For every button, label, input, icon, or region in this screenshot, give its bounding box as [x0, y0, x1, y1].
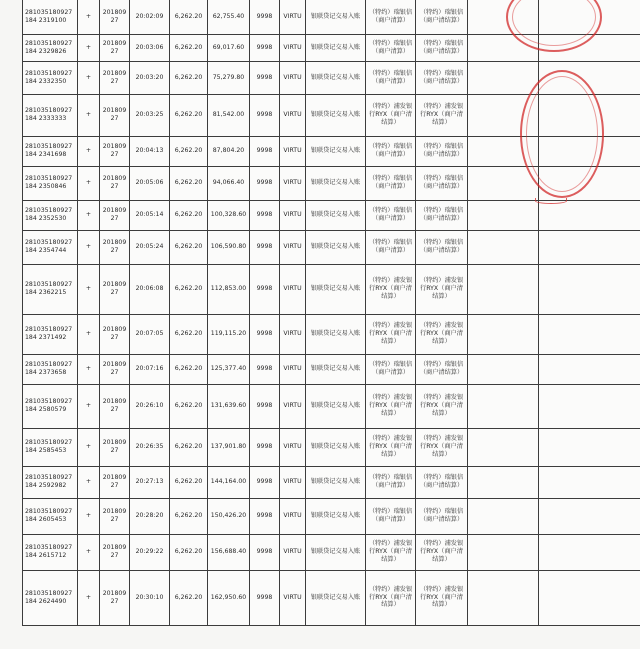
channel-cell: VIRTU: [280, 61, 306, 94]
order-number-cell: 281035180927184 2371492: [23, 314, 78, 354]
order-number-cell: 281035180927184 2352530: [23, 200, 78, 230]
balance-cell: 75,279.80: [208, 61, 250, 94]
postscript-cell: [539, 466, 640, 498]
note-cell: [468, 166, 539, 200]
table-row: [23, 570, 640, 625]
amount-cell: 6,262.20: [170, 0, 208, 34]
date-cell: 20180927: [100, 466, 130, 498]
time-cell: 20:04:13: [130, 136, 170, 166]
sign-cell: +: [78, 230, 100, 264]
transaction-rows: [23, 0, 640, 625]
transaction-table: [22, 0, 640, 626]
counterparty-cell: （特约）瑞银信（商户清结算）: [416, 498, 468, 534]
counterparty-name-cell: （特约）瑞银信（商户清算）: [366, 200, 416, 230]
balance-cell: 112,853.00: [208, 264, 250, 314]
counterparty-cell: （特约）浦发银行RYX（商户清结算）: [416, 94, 468, 136]
date-cell: 20180927: [100, 534, 130, 570]
code-cell: 9998: [250, 230, 280, 264]
sign-cell: +: [78, 534, 100, 570]
counterparty-name-cell: （特约）浦发银行RYX（商户清结算）: [366, 314, 416, 354]
summary-cell: 银联贷记交易入账: [306, 384, 366, 428]
date-cell: 20180927: [100, 264, 130, 314]
channel-cell: VIRTU: [280, 136, 306, 166]
balance-cell: 106,590.80: [208, 230, 250, 264]
code-cell: 9998: [250, 466, 280, 498]
table-row: [23, 264, 640, 314]
table-row: [23, 230, 640, 264]
balance-cell: 137,901.80: [208, 428, 250, 466]
counterparty-name-cell: （特约）瑞银信（商户清算）: [366, 61, 416, 94]
order-number-cell: 281035180927184 2373658: [23, 354, 78, 384]
time-cell: 20:06:08: [130, 264, 170, 314]
time-cell: 20:28:20: [130, 498, 170, 534]
counterparty-cell: （特约）瑞银信（商户清结算）: [416, 354, 468, 384]
counterparty-cell: （特约）瑞银信（商户清结算）: [416, 136, 468, 166]
table-row: [23, 384, 640, 428]
sign-cell: +: [78, 34, 100, 61]
postscript-cell: [539, 570, 640, 625]
postscript-cell: [539, 384, 640, 428]
order-number-cell: 281035180927184 2624490: [23, 570, 78, 625]
code-cell: 9998: [250, 200, 280, 230]
summary-cell: 银联贷记交易入账: [306, 354, 366, 384]
balance-cell: 131,639.60: [208, 384, 250, 428]
note-cell: [468, 428, 539, 466]
sign-cell: +: [78, 264, 100, 314]
summary-cell: 银联贷记交易入账: [306, 264, 366, 314]
amount-cell: 6,262.20: [170, 570, 208, 625]
counterparty-name-cell: （特约）瑞银信（商户清算）: [366, 498, 416, 534]
summary-cell: 银联贷记交易入账: [306, 94, 366, 136]
date-cell: 20180927: [100, 166, 130, 200]
note-cell: [468, 314, 539, 354]
postscript-cell: [539, 61, 640, 94]
balance-cell: 100,328.60: [208, 200, 250, 230]
code-cell: 9998: [250, 136, 280, 166]
date-cell: 20180927: [100, 61, 130, 94]
postscript-cell: [539, 94, 640, 136]
time-cell: 20:03:25: [130, 94, 170, 136]
channel-cell: VIRTU: [280, 498, 306, 534]
order-number-cell: 281035180927184 2605453: [23, 498, 78, 534]
time-cell: 20:05:24: [130, 230, 170, 264]
counterparty-name-cell: （特约）浦发银行RYX（商户清结算）: [366, 264, 416, 314]
note-cell: [468, 354, 539, 384]
order-number-cell: 281035180927184 2329826: [23, 34, 78, 61]
postscript-cell: [539, 136, 640, 166]
table-row: [23, 534, 640, 570]
channel-cell: VIRTU: [280, 34, 306, 61]
time-cell: 20:03:20: [130, 61, 170, 94]
sign-cell: +: [78, 428, 100, 466]
table-row: [23, 466, 640, 498]
table-row: [23, 354, 640, 384]
counterparty-cell: （特约）浦发银行RYX（商户清结算）: [416, 534, 468, 570]
balance-cell: 156,688.40: [208, 534, 250, 570]
summary-cell: 银联贷记交易入账: [306, 200, 366, 230]
amount-cell: 6,262.20: [170, 230, 208, 264]
counterparty-name-cell: （特约）瑞银信（商户清算）: [366, 0, 416, 34]
table-row: [23, 200, 640, 230]
postscript-cell: [539, 428, 640, 466]
code-cell: 9998: [250, 94, 280, 136]
sign-cell: +: [78, 0, 100, 34]
postscript-cell: [539, 230, 640, 264]
order-number-cell: 281035180927184 2585453: [23, 428, 78, 466]
order-number-cell: 281035180927184 2341698: [23, 136, 78, 166]
counterparty-cell: （特约）瑞银信（商户清结算）: [416, 230, 468, 264]
counterparty-cell: （特约）浦发银行RYX（商户清结算）: [416, 428, 468, 466]
channel-cell: VIRTU: [280, 264, 306, 314]
postscript-cell: [539, 200, 640, 230]
channel-cell: VIRTU: [280, 0, 306, 34]
sign-cell: +: [78, 94, 100, 136]
postscript-cell: [539, 498, 640, 534]
counterparty-name-cell: （特约）瑞银信（商户清算）: [366, 166, 416, 200]
sign-cell: +: [78, 61, 100, 94]
code-cell: 9998: [250, 354, 280, 384]
sign-cell: +: [78, 570, 100, 625]
order-number-cell: 281035180927184 2350846: [23, 166, 78, 200]
time-cell: 20:30:10: [130, 570, 170, 625]
table-row: [23, 166, 640, 200]
sign-cell: +: [78, 136, 100, 166]
date-cell: 20180927: [100, 384, 130, 428]
sign-cell: +: [78, 314, 100, 354]
counterparty-name-cell: （特约）浦发银行RYX（商户清结算）: [366, 94, 416, 136]
note-cell: [468, 264, 539, 314]
date-cell: 20180927: [100, 94, 130, 136]
postscript-cell: [539, 34, 640, 61]
counterparty-name-cell: （特约）瑞银信（商户清算）: [366, 230, 416, 264]
amount-cell: 6,262.20: [170, 466, 208, 498]
order-number-cell: 281035180927184 2333333: [23, 94, 78, 136]
summary-cell: 银联贷记交易入账: [306, 136, 366, 166]
summary-cell: 银联贷记交易入账: [306, 61, 366, 94]
table-row: [23, 314, 640, 354]
channel-cell: VIRTU: [280, 534, 306, 570]
amount-cell: 6,262.20: [170, 498, 208, 534]
counterparty-cell: （特约）瑞银信（商户清结算）: [416, 34, 468, 61]
date-cell: 20180927: [100, 570, 130, 625]
balance-cell: 144,164.00: [208, 466, 250, 498]
sign-cell: +: [78, 354, 100, 384]
order-number-cell: 281035180927184 2354744: [23, 230, 78, 264]
code-cell: 9998: [250, 428, 280, 466]
order-number-cell: 281035180927184 2362215: [23, 264, 78, 314]
amount-cell: 6,262.20: [170, 166, 208, 200]
summary-cell: 银联贷记交易入账: [306, 428, 366, 466]
channel-cell: VIRTU: [280, 166, 306, 200]
balance-cell: 125,377.40: [208, 354, 250, 384]
summary-cell: 银联贷记交易入账: [306, 230, 366, 264]
counterparty-name-cell: （特约）浦发银行RYX（商户清结算）: [366, 384, 416, 428]
postscript-cell: [539, 354, 640, 384]
amount-cell: 6,262.20: [170, 136, 208, 166]
time-cell: 20:26:10: [130, 384, 170, 428]
time-cell: 20:26:35: [130, 428, 170, 466]
counterparty-cell: （特约）瑞银信（商户清结算）: [416, 61, 468, 94]
counterparty-name-cell: （特约）浦发银行RYX（商户清结算）: [366, 570, 416, 625]
amount-cell: 6,262.20: [170, 264, 208, 314]
counterparty-cell: （特约）瑞银信（商户清结算）: [416, 466, 468, 498]
time-cell: 20:03:06: [130, 34, 170, 61]
amount-cell: 6,262.20: [170, 200, 208, 230]
note-cell: [468, 498, 539, 534]
note-cell: [468, 534, 539, 570]
note-cell: [468, 230, 539, 264]
balance-cell: 69,017.60: [208, 34, 250, 61]
channel-cell: VIRTU: [280, 384, 306, 428]
counterparty-name-cell: （特约）瑞银信（商户清算）: [366, 466, 416, 498]
code-cell: 9998: [250, 570, 280, 625]
code-cell: 9998: [250, 61, 280, 94]
order-number-cell: 281035180927184 2615712: [23, 534, 78, 570]
amount-cell: 6,262.20: [170, 61, 208, 94]
note-cell: [468, 0, 539, 34]
summary-cell: 银联贷记交易入账: [306, 34, 366, 61]
counterparty-name-cell: （特约）浦发银行RYX（商户清结算）: [366, 428, 416, 466]
balance-cell: 94,066.40: [208, 166, 250, 200]
order-number-cell: 281035180927184 2580579: [23, 384, 78, 428]
code-cell: 9998: [250, 34, 280, 61]
table-row: [23, 498, 640, 534]
amount-cell: 6,262.20: [170, 354, 208, 384]
table-row: [23, 61, 640, 94]
channel-cell: VIRTU: [280, 200, 306, 230]
date-cell: 20180927: [100, 200, 130, 230]
note-cell: [468, 570, 539, 625]
counterparty-cell: （特约）浦发银行RYX（商户清结算）: [416, 314, 468, 354]
counterparty-name-cell: （特约）瑞银信（商户清算）: [366, 354, 416, 384]
balance-cell: 162,950.60: [208, 570, 250, 625]
date-cell: 20180927: [100, 428, 130, 466]
table-row: [23, 34, 640, 61]
time-cell: 20:05:06: [130, 166, 170, 200]
channel-cell: VIRTU: [280, 428, 306, 466]
summary-cell: 银联贷记交易入账: [306, 498, 366, 534]
counterparty-cell: （特约）瑞银信（商户清结算）: [416, 0, 468, 34]
channel-cell: VIRTU: [280, 570, 306, 625]
date-cell: 20180927: [100, 230, 130, 264]
sign-cell: +: [78, 498, 100, 534]
postscript-cell: [539, 534, 640, 570]
postscript-cell: [539, 166, 640, 200]
code-cell: 9998: [250, 498, 280, 534]
date-cell: 20180927: [100, 136, 130, 166]
amount-cell: 6,262.20: [170, 428, 208, 466]
amount-cell: 6,262.20: [170, 384, 208, 428]
postscript-cell: [539, 264, 640, 314]
table-row: [23, 94, 640, 136]
code-cell: 9998: [250, 0, 280, 34]
balance-cell: 150,426.20: [208, 498, 250, 534]
channel-cell: VIRTU: [280, 314, 306, 354]
sign-cell: +: [78, 166, 100, 200]
counterparty-cell: （特约）浦发银行RYX（商户清结算）: [416, 264, 468, 314]
note-cell: [468, 34, 539, 61]
amount-cell: 6,262.20: [170, 534, 208, 570]
note-cell: [468, 384, 539, 428]
balance-cell: 119,115.20: [208, 314, 250, 354]
summary-cell: 银联贷记交易入账: [306, 314, 366, 354]
postscript-cell: [539, 0, 640, 34]
time-cell: 20:07:16: [130, 354, 170, 384]
counterparty-name-cell: （特约）瑞银信（商户清算）: [366, 34, 416, 61]
table-row: [23, 428, 640, 466]
table-row: [23, 0, 640, 34]
code-cell: 9998: [250, 264, 280, 314]
code-cell: 9998: [250, 166, 280, 200]
order-number-cell: 281035180927184 2332350: [23, 61, 78, 94]
counterparty-cell: （特约）瑞银信（商户清结算）: [416, 200, 468, 230]
summary-cell: 银联贷记交易入账: [306, 466, 366, 498]
time-cell: 20:05:14: [130, 200, 170, 230]
code-cell: 9998: [250, 384, 280, 428]
counterparty-name-cell: （特约）瑞银信（商户清算）: [366, 136, 416, 166]
date-cell: 20180927: [100, 354, 130, 384]
amount-cell: 6,262.20: [170, 34, 208, 61]
counterparty-cell: （特约）瑞银信（商户清结算）: [416, 166, 468, 200]
counterparty-cell: （特约）浦发银行RYX（商户清结算）: [416, 570, 468, 625]
amount-cell: 6,262.20: [170, 314, 208, 354]
counterparty-cell: （特约）浦发银行RYX（商户清结算）: [416, 384, 468, 428]
summary-cell: 银联贷记交易入账: [306, 570, 366, 625]
date-cell: 20180927: [100, 498, 130, 534]
time-cell: 20:27:13: [130, 466, 170, 498]
time-cell: 20:29:22: [130, 534, 170, 570]
postscript-cell: [539, 314, 640, 354]
code-cell: 9998: [250, 534, 280, 570]
summary-cell: 银联贷记交易入账: [306, 534, 366, 570]
order-number-cell: 281035180927184 2319100: [23, 0, 78, 34]
channel-cell: VIRTU: [280, 94, 306, 136]
date-cell: 20180927: [100, 34, 130, 61]
note-cell: [468, 94, 539, 136]
balance-cell: 62,755.40: [208, 0, 250, 34]
date-cell: 20180927: [100, 314, 130, 354]
note-cell: [468, 136, 539, 166]
balance-cell: 87,804.20: [208, 136, 250, 166]
sign-cell: +: [78, 384, 100, 428]
balance-cell: 81,542.00: [208, 94, 250, 136]
channel-cell: VIRTU: [280, 466, 306, 498]
note-cell: [468, 200, 539, 230]
time-cell: 20:07:05: [130, 314, 170, 354]
code-cell: 9998: [250, 314, 280, 354]
time-cell: 20:02:09: [130, 0, 170, 34]
order-number-cell: 281035180927184 2592982: [23, 466, 78, 498]
summary-cell: 银联贷记交易入账: [306, 166, 366, 200]
sign-cell: +: [78, 200, 100, 230]
date-cell: 20180927: [100, 0, 130, 34]
channel-cell: VIRTU: [280, 230, 306, 264]
table-row: [23, 136, 640, 166]
amount-cell: 6,262.20: [170, 94, 208, 136]
channel-cell: VIRTU: [280, 354, 306, 384]
note-cell: [468, 61, 539, 94]
sign-cell: +: [78, 466, 100, 498]
summary-cell: 银联贷记交易入账: [306, 0, 366, 34]
note-cell: [468, 466, 539, 498]
counterparty-name-cell: （特约）浦发银行RYX（商户清结算）: [366, 534, 416, 570]
